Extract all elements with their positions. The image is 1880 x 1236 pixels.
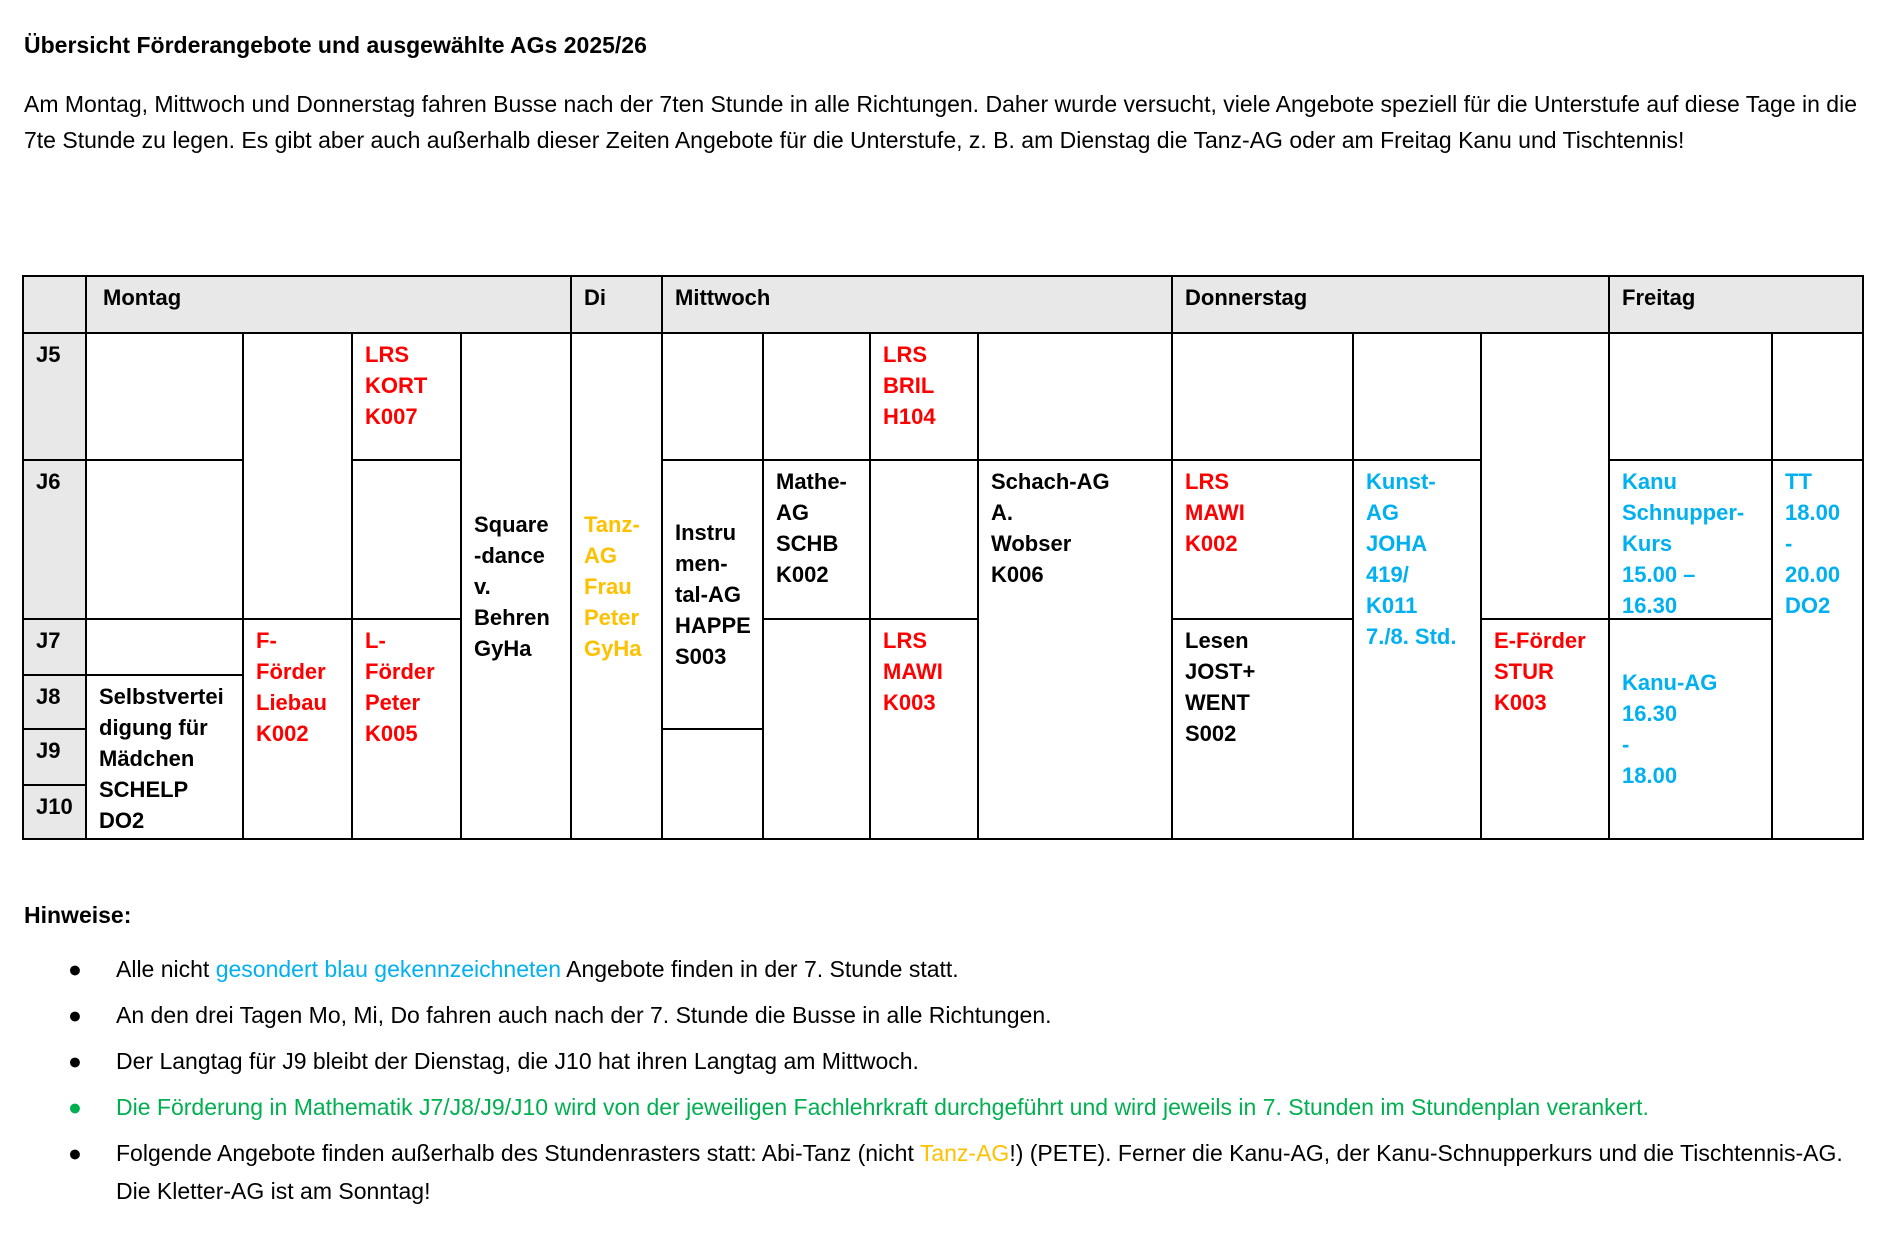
entry-kunst-ag: Kunst- AG JOHA 419/ K011 7./8. Std. <box>1352 459 1482 840</box>
do-c3-j5-j6 <box>1480 332 1610 620</box>
instrumental-text: Instru men- tal-AG HAPPE S003 <box>675 520 751 669</box>
mo-c3-j6 <box>351 459 462 620</box>
header-mittwoch: Mittwoch <box>661 275 1173 334</box>
note-4-text: Die Förderung in Mathematik J7/J8/J9/J10 wird von der jeweiligen Fachlehrkraft durchgeführt und wird jeweils in 7. Stunden im Stundenplan verankert. <box>116 1094 1649 1120</box>
grade-j6: J6 <box>22 459 87 620</box>
entry-mathe-ag: Mathe- AG SCHB K002 <box>762 459 871 620</box>
bullet-icon: ● <box>68 1002 82 1028</box>
header-montag: Montag <box>85 275 572 334</box>
note-item <box>24 1088 1864 1126</box>
mi-c2-j7-j10 <box>762 618 871 840</box>
note-item <box>24 1042 1864 1080</box>
entry-selbstverteidigung: Selbstvertei digung für Mädchen SCHELP DO2 <box>85 674 244 840</box>
entry-tt: TT 18.00 - 20.00 DO2 <box>1771 459 1864 840</box>
note-item <box>24 996 1864 1034</box>
grade-j8: J8 <box>22 674 87 730</box>
bullet-icon: ● <box>68 1140 82 1166</box>
mi-c1-j9-j10 <box>661 728 764 840</box>
note-item <box>24 950 1864 988</box>
header-di: Di <box>570 275 663 334</box>
mo-c1-j5 <box>85 332 244 461</box>
bullet-icon: ● <box>68 1048 82 1074</box>
note-3-text: Der Langtag für J9 bleibt der Dienstag, die J10 hat ihren Langtag am Mittwoch. <box>116 1048 919 1074</box>
do-c2-j5 <box>1352 332 1482 461</box>
kanu-ag-text: Kanu-AG 16.30 - 18.00 <box>1622 670 1718 788</box>
notes-heading: Hinweise: <box>24 902 132 928</box>
header-donnerstag: Donnerstag <box>1171 275 1610 334</box>
fr-c1-j5 <box>1608 332 1773 461</box>
note-1-blue-text: gesondert blau gekennzeichneten <box>215 956 561 982</box>
grade-j7: J7 <box>22 618 87 676</box>
note-item <box>24 1134 1864 1210</box>
note-5-gold-text: Tanz-AG <box>919 1140 1010 1166</box>
header-freitag: Freitag <box>1608 275 1864 334</box>
intro-paragraph: Am Montag, Mittwoch und Donnerstag fahren Busse nach der 7ten Stunde in alle Richtungen. Daher wurde versucht, viele Angebote speziell für die Unterstufe auf diese Tage in die 7te Stunde zu legen. Es gibt aber auch außerhalb dieser Zeiten Angebote für die Unterstufe, z. B. am Dienstag die Tanz-AG oder am Freitag Kanu und Tischtennis! <box>24 91 1858 153</box>
tanz-ag-text: Tanz- AG Frau Peter GyHa <box>584 511 642 661</box>
grade-j5: J5 <box>22 332 87 461</box>
entry-tanz-ag <box>570 332 663 840</box>
entry-kanu-ag <box>1608 618 1773 840</box>
entry-lrs-mawi-do: LRS MAWI K002 <box>1171 459 1354 620</box>
entry-lrs-mawi-mi: LRS MAWI K003 <box>869 618 979 840</box>
note-1-text-end: Angebote finden in der 7. Stunde statt. <box>561 956 959 982</box>
bullet-icon: ● <box>68 956 82 982</box>
do-c1-j5 <box>1171 332 1354 461</box>
fr-c2-j5 <box>1771 332 1864 461</box>
note-5-text-end: !) (PETE). Ferner die Kanu-AG, der Kanu-Schnupperkurs und die Tischtennis-AG. Die Kletter-AG ist am Sonntag! <box>116 1140 1843 1204</box>
notes-list <box>24 950 1864 1218</box>
header-corner <box>22 275 87 334</box>
square-dance-text: Square -dance v. Behren GyHa <box>474 511 550 661</box>
mo-c1-j6 <box>85 459 244 620</box>
note-5-text: Folgende Angebote finden außerhalb des Stundenrasters statt: Abi-Tanz (nicht <box>116 1140 920 1166</box>
entry-lrs-bril: LRS BRIL H104 <box>869 332 979 461</box>
note-1-text: Alle nicht <box>116 956 216 982</box>
entry-schach-ag: Schach-AG A. Wobser K006 <box>977 459 1173 840</box>
entry-kanu-schnupper: Kanu Schnupper- Kurs 15.00 – 16.30 <box>1608 459 1773 620</box>
grade-j9: J9 <box>22 728 87 786</box>
mi-c3-j6 <box>869 459 979 620</box>
grade-j10: J10 <box>22 784 87 840</box>
mi-c2-j5 <box>762 332 871 461</box>
entry-lesen: Lesen JOST+ WENT S002 <box>1171 618 1354 840</box>
document-title: Übersicht Förderangebote und ausgewählte AGs 2025/26 <box>24 32 647 58</box>
entry-instrumental <box>661 459 764 730</box>
note-2-text: An den drei Tagen Mo, Mi, Do fahren auch nach der 7. Stunde die Busse in alle Richtungen. <box>116 1002 1052 1028</box>
entry-l-foerder: L- Förder Peter K005 <box>351 618 462 840</box>
entry-lrs-kort: LRS KORT K007 <box>351 332 462 461</box>
entry-f-foerder: F- Förder Liebau K002 <box>242 618 353 840</box>
bullet-icon: ● <box>68 1094 82 1120</box>
mo-c1-j7 <box>85 618 244 676</box>
entry-e-foerder: E-Förder STUR K003 <box>1480 618 1610 840</box>
entry-square-dance <box>460 332 572 840</box>
mi-c1-j5 <box>661 332 764 461</box>
mo-c2-j5-j6 <box>242 332 353 620</box>
mi-c4-j5 <box>977 332 1173 461</box>
